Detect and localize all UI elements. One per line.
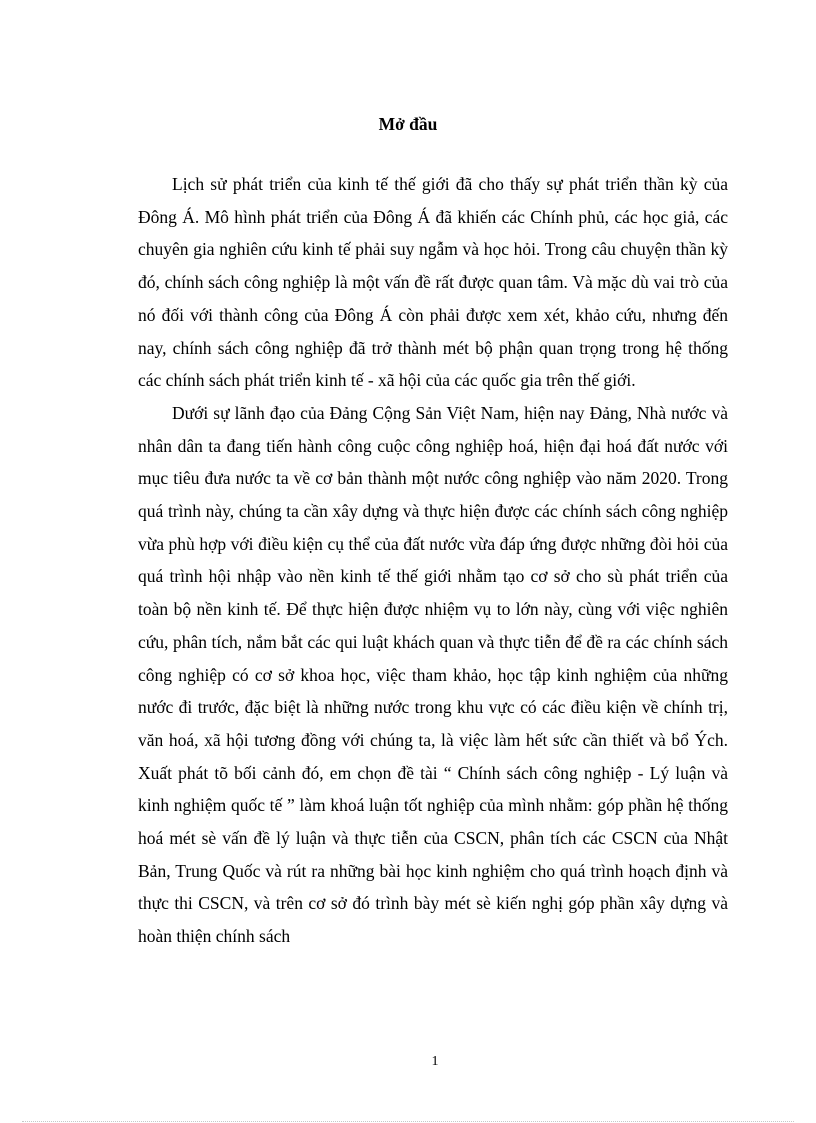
paragraph-1: Lịch sử phát triển của kinh tế thế giới đã cho thấy sự phát triển thần kỳ của Đông Á. Mô hình phát triển của Đông Á đã khiến các Chính phủ, các học giả, các chuyên gia nghiên cứu kinh tế phải suy ngẫm và học hỏi. Trong câu chuyện thần kỳ đó, chính sách công nghiệp là một vấn đề rất được quan tâm. Và mặc dù vai trò của nó đối với thành công của Đông Á còn phải được xem xét, khảo cứu, nhưng đến nay, chính sách công nghiệp đã trở thành mét bộ phận quan trọng trong hệ thống các chính sách phát triển kinh tế - xã hội của các quốc gia trên thế giới. (138, 174, 728, 391)
paragraph-2: Dưới sự lãnh đạo của Đảng Cộng Sản Việt Nam, hiện nay Đảng, Nhà nước và nhân dân ta đang tiến hành công cuộc công nghiệp hoá, hiện đại hoá đất nước với mục tiêu đưa nước ta về cơ bản thành một nước công nghiệp vào năm 2020. Trong quá trình này, chúng ta cần xây dựng và thực hiện được các chính sách công nghiệp vừa phù hợp với điều kiện cụ thể của đất nước vừa đáp ứng được những đòi hỏi của quá trình hội nhập vào nền kinh tế thế giới nhằm tạo cơ sở cho sù phát triển của toàn bộ nền kinh tế. Để thực hiện được nhiệm vụ to lớn này, cùng với việc nghiên cứu, phân tích, nắm bắt các qui luật khách quan và thực tiễn để đề ra các chính sách công nghiệp có cơ sở khoa học, việc tham khảo, học tập kinh nghiệm của những nước đi trước, đặc biệt là những nước trong khu vực có các điều kiện về chính trị, văn hoá, xã hội tương đồng với chúng ta, là việc làm hết sức cần thiết và bổ Ých. Xuất phát tõ bối cảnh đó, em chọn đề tài “ Chính sách công nghiệp - Lý luận và kinh nghiệm quốc tế ” làm khoá luận tốt nghiệp của mình nhằm: góp phần hệ thống hoá mét sè vấn đề lý luận và thực tiễn của CSCN, phân tích các CSCN của Nhật Bản, Trung Quốc và rút ra những bài học kinh nghiệm cho quá trình hoạch định và thực thi CSCN, và trên cơ sở đó trình bày mét sè kiến nghị góp phần xây dựng và hoàn thiện chính sách (138, 402, 728, 947)
body-text (138, 168, 728, 953)
page-number: 1 (431, 1054, 439, 1069)
page-bottom-divider (22, 1121, 794, 1122)
page-title: Mở đầu (378, 114, 438, 134)
